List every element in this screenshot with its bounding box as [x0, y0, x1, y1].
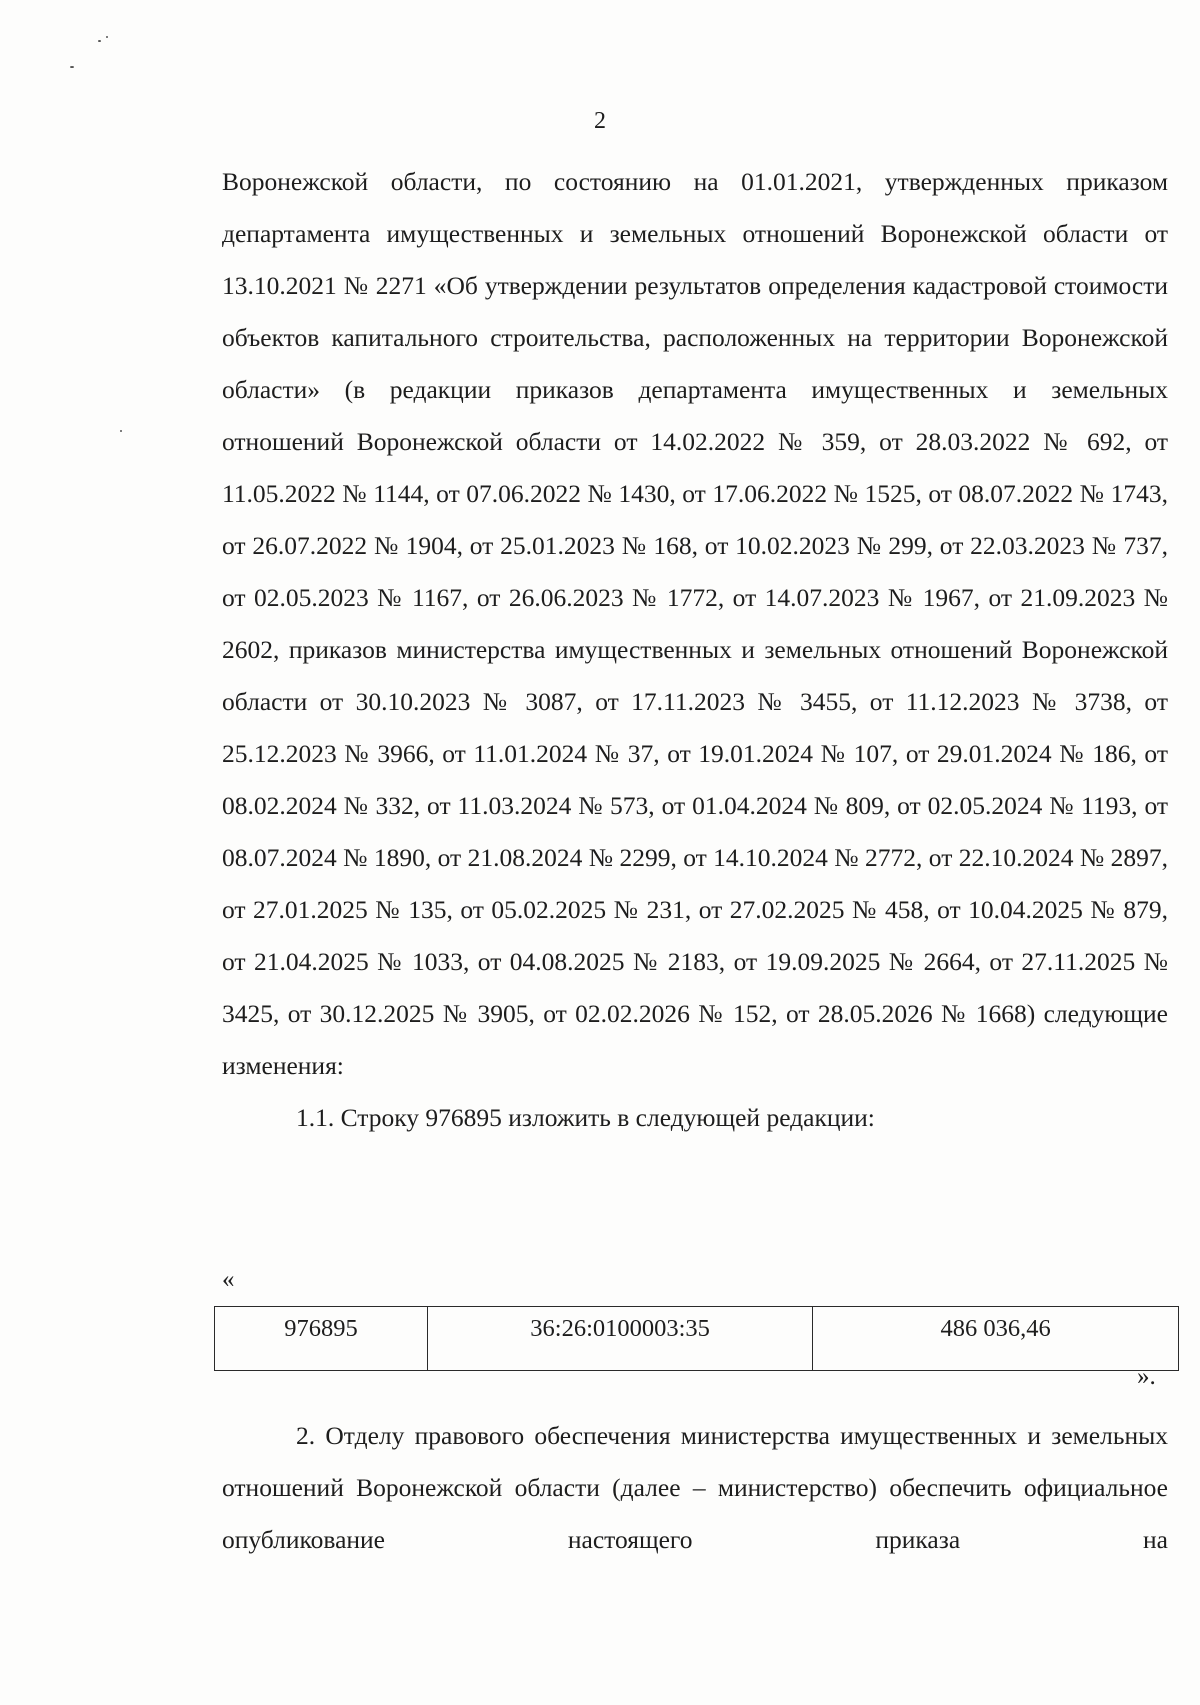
table-row	[215, 1307, 1179, 1371]
closing-quote: ».	[1137, 1363, 1156, 1390]
cadastral-value-table	[214, 1306, 1179, 1371]
page-number: 2	[594, 108, 606, 134]
paragraph-2: 2. Отделу правового обеспечения министерства имущественных и земельных отношений Воронежской области (далее – министерство) обеспечить официальное опубликование настоящего приказа на	[222, 1421, 1168, 1554]
paragraph-1-1: 1.1. Строку 976895 изложить в следующей редакции:	[296, 1103, 875, 1132]
paragraph-amendment-preamble: Воронежской области, по состоянию на 01.01.2021, утвержденных приказом департамента имущественных и земельных отношений Воронежской области от 13.10.2021 № 2271 «Об утверждении результатов определения кадастровой стоимости объектов капитального строительства, расположенных на территории Воронежской области» (в редакции приказов департамента имущественных и земельных отношений Воронежской области от 14.02.2022 № 359, от 28.03.2022 № 692, от 11.05.2022 № 1144, от 07.06.2022 № 1430, от 17.06.2022 № 1525, от 08.07.2022 № 1743, от 26.07.2022 № 1904, от 25.01.2023 № 168, от 10.02.2023 № 299, от 22.03.2023 № 737, от 02.05.2023 № 1167, от 26.06.2023 № 1772, от 14.07.2023 № 1967, от 21.09.2023 № 2602, приказов министерства имущественных и земельных отношений Воронежской области от 30.10.2023 № 3087, от 17.11.2023 № 3455, от 11.12.2023 № 3738, от 25.12.2023 № 3966, от 11.01.2024 № 37, от 19.01.2024 № 107, от 29.01.2024 № 186, от 08.02.2024 № 332, от 11.03.2024 № 573, от 01.04.2024 № 809, от 02.05.2024 № 1193, от 08.07.2024 № 1890, от 21.08.2024 № 2299, от 14.10.2024 № 2772, от 22.10.2024 № 2897, от 27.01.2025 № 135, от 05.02.2025 № 231, от 27.02.2025 № 458, от 10.04.2025 № 879, от 21.04.2025 № 1033, от 04.08.2025 № 2183, от 19.09.2025 № 2664, от 27.11.2025 № 3425, от 30.12.2025 № 3905, от 02.02.2026 № 152, от 28.05.2026 № 1668) следующие изменения:	[222, 167, 1168, 1080]
scan-speck	[120, 430, 122, 432]
main-text-block	[222, 156, 1168, 1144]
cadastral-number-cell: 36:26:0100003:35	[428, 1307, 813, 1371]
scan-speck	[70, 66, 74, 68]
scan-speck	[106, 36, 108, 38]
row-number-cell: 976895	[215, 1307, 428, 1371]
scan-speck	[98, 40, 101, 42]
opening-quote: «	[222, 1266, 235, 1293]
cadastral-value-cell: 486 036,46	[813, 1307, 1179, 1371]
second-text-block	[222, 1410, 1168, 1566]
